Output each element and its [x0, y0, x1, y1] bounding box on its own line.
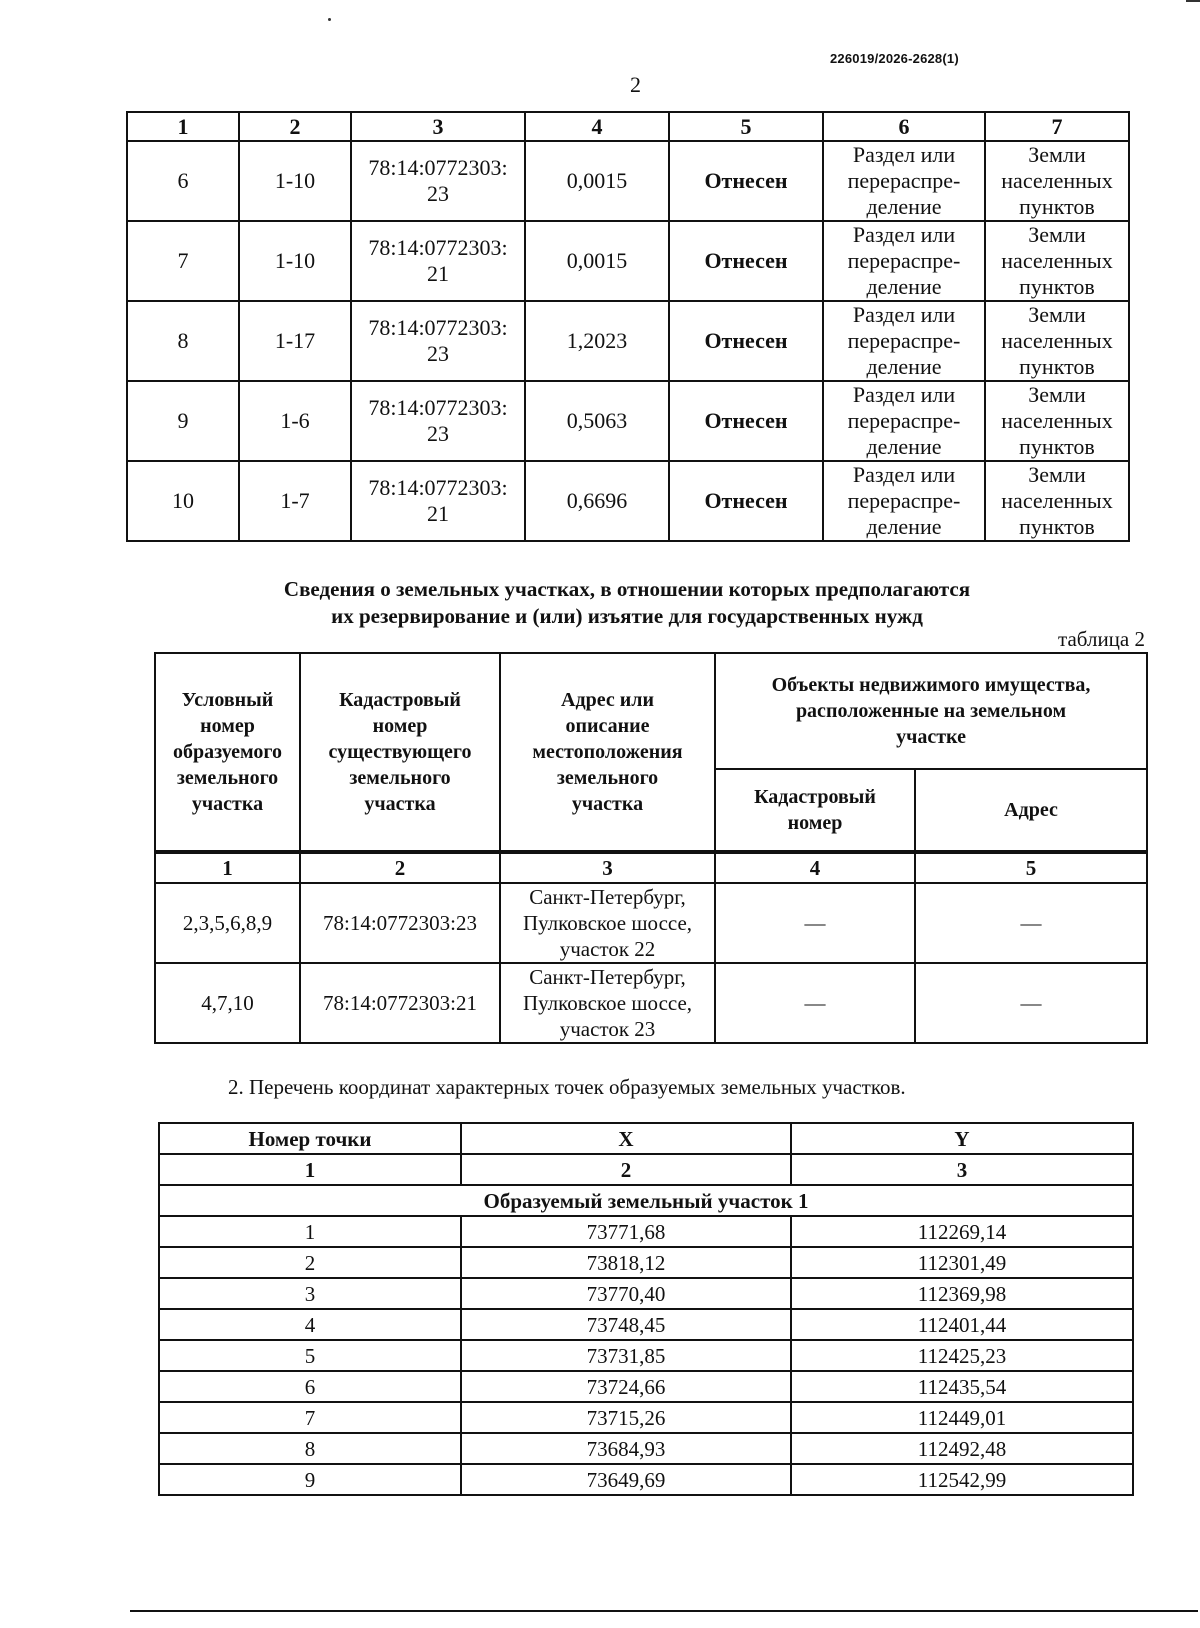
- section-title: [126, 576, 1128, 630]
- land-category-line: Земли: [1028, 462, 1086, 487]
- coord-x: 73724,66: [461, 1371, 791, 1402]
- header-real-estate-objects-line: Объекты недвижимого имущества,: [771, 674, 1091, 696]
- land-category: [985, 221, 1129, 301]
- plot-address-line: участок 23: [559, 1017, 656, 1041]
- column-numbers-row: [155, 852, 1147, 883]
- header-x: X: [461, 1123, 791, 1154]
- cadastral-number: 78:14:0772303:23: [300, 883, 500, 963]
- land-category-line: пунктов: [1019, 514, 1095, 539]
- point-number: 6: [159, 1371, 461, 1402]
- table-plots-continued: [126, 111, 1130, 542]
- plot-address-line: Пулковское шоссе,: [522, 911, 693, 935]
- row-number: 8: [127, 301, 239, 381]
- formation-method-line: деление: [866, 194, 942, 219]
- area-value: 0,6696: [525, 461, 669, 541]
- plot-address-line: участок 22: [559, 937, 656, 961]
- coord-y: 112401,44: [791, 1309, 1133, 1340]
- cadastral-number: [351, 141, 525, 221]
- header-cadastral-number-line: номер: [372, 715, 428, 737]
- plot-address: [500, 883, 715, 963]
- cadastral-number: [351, 221, 525, 301]
- formation-method-line: деление: [866, 274, 942, 299]
- object-address: —: [915, 963, 1147, 1043]
- plot-numbers: 4,7,10: [155, 963, 300, 1043]
- cadastral-number-line: 23: [427, 341, 449, 366]
- land-category-line: пунктов: [1019, 354, 1095, 379]
- coord-x: 73770,40: [461, 1278, 791, 1309]
- header-cadastral-number-line: Кадастровый: [339, 689, 461, 711]
- object-address: —: [915, 883, 1147, 963]
- land-category: [985, 461, 1129, 541]
- cadastral-number: 78:14:0772303:21: [300, 963, 500, 1043]
- coord-y: 112369,98: [791, 1278, 1133, 1309]
- table-row: [127, 461, 1129, 541]
- header-address-line: местоположения: [532, 741, 683, 763]
- coord-y: 112435,54: [791, 1371, 1133, 1402]
- scan-corner-mark: [1186, 0, 1200, 10]
- area-value: 0,0015: [525, 221, 669, 301]
- formation-method-line: Раздел или: [852, 462, 956, 487]
- header-plot-number: [155, 653, 300, 852]
- cadastral-number-line: 78:14:0772303:: [368, 395, 508, 420]
- row-number: 10: [127, 461, 239, 541]
- object-cadastral: —: [715, 883, 915, 963]
- formation-method: [823, 221, 985, 301]
- header-object-cadastral-line: Кадастровый: [754, 786, 876, 808]
- table-row: [127, 381, 1129, 461]
- section-title-line: Сведения о земельных участках, в отношении которых предполагаются: [283, 577, 971, 601]
- coordinates-list-heading: 2. Перечень координат характерных точек образуемых земельных участков.: [228, 1075, 906, 1099]
- header-real-estate-objects-line: участке: [896, 726, 966, 748]
- cadastral-number-line: 78:14:0772303:: [368, 155, 508, 180]
- header-cadastral-number-line: участка: [364, 793, 436, 815]
- column-number: 5: [669, 112, 823, 141]
- point-range: 1-17: [239, 301, 351, 381]
- row-number: 6: [127, 141, 239, 221]
- header-plot-number-line: участка: [191, 793, 264, 815]
- column-number: 4: [525, 112, 669, 141]
- table-row: [155, 883, 1147, 963]
- object-cadastral: —: [715, 963, 915, 1043]
- page-number: 2: [630, 72, 641, 97]
- header-plot-number-line: образуемого: [173, 741, 282, 763]
- land-category: [985, 141, 1129, 221]
- status-value: Отнесен: [669, 381, 823, 461]
- column-number: 3: [351, 112, 525, 141]
- header-address-line: описание: [565, 715, 650, 737]
- column-numbers-row: [159, 1154, 1133, 1185]
- coord-x: 73649,69: [461, 1464, 791, 1495]
- column-number: 1: [127, 112, 239, 141]
- page-bottom-rule: [130, 1610, 1198, 1612]
- coord-x: 73731,85: [461, 1340, 791, 1371]
- column-number: 7: [985, 112, 1129, 141]
- cadastral-number-line: 78:14:0772303:: [368, 315, 508, 340]
- header-address: [500, 653, 715, 852]
- formation-method-line: Раздел или: [852, 302, 956, 327]
- plot-numbers: 2,3,5,6,8,9: [155, 883, 300, 963]
- coord-y: 112269,14: [791, 1216, 1133, 1247]
- cadastral-number: [351, 381, 525, 461]
- point-range: 1-10: [239, 141, 351, 221]
- column-number: 3: [791, 1154, 1133, 1185]
- section-title-line: их резервирование и (или) изъятие для государственных нужд: [331, 604, 923, 628]
- coord-x: 73684,93: [461, 1433, 791, 1464]
- formation-method-line: перераспре-: [847, 408, 961, 433]
- table-row: [127, 301, 1129, 381]
- header-real-estate-objects: [715, 653, 1147, 769]
- land-category: [985, 301, 1129, 381]
- coord-y: 112492,48: [791, 1433, 1133, 1464]
- formation-method-line: перераспре-: [847, 488, 961, 513]
- formation-method-line: деление: [866, 434, 942, 459]
- formation-method: [823, 461, 985, 541]
- land-category-line: населенных: [1001, 248, 1113, 273]
- header-address-line: Адрес или: [561, 689, 654, 711]
- point-number: 1: [159, 1216, 461, 1247]
- plot-address-line: Пулковское шоссе,: [522, 991, 693, 1015]
- land-category-line: населенных: [1001, 488, 1113, 513]
- table-coordinates: [158, 1122, 1134, 1496]
- header-object-cadastral-line: номер: [787, 812, 843, 834]
- table-row: [159, 1247, 1133, 1278]
- formation-method: [823, 381, 985, 461]
- table-row: [127, 221, 1129, 301]
- point-number: 5: [159, 1340, 461, 1371]
- cadastral-number-line: 23: [427, 181, 449, 206]
- area-value: 0,0015: [525, 141, 669, 221]
- formation-method-line: Раздел или: [852, 382, 956, 407]
- point-number: 2: [159, 1247, 461, 1278]
- land-category-line: Земли: [1028, 142, 1086, 167]
- point-number: 3: [159, 1278, 461, 1309]
- table-header-row: [127, 112, 1129, 141]
- point-number: 9: [159, 1464, 461, 1495]
- table-row: [159, 1309, 1133, 1340]
- header-plot-number-line: земельного: [176, 767, 279, 789]
- area-value: 0,5063: [525, 381, 669, 461]
- land-category-line: пунктов: [1019, 434, 1095, 459]
- header-plot-number-line: номер: [200, 715, 255, 737]
- plot-address-line: Санкт-Петербург,: [529, 885, 686, 909]
- column-number: 1: [155, 852, 300, 883]
- formation-method-line: перераспре-: [847, 168, 961, 193]
- formation-method-line: перераспре-: [847, 248, 961, 273]
- column-number: 2: [239, 112, 351, 141]
- table-row: [155, 963, 1147, 1043]
- coord-y: 112542,99: [791, 1464, 1133, 1495]
- status-value: Отнесен: [669, 141, 823, 221]
- land-category-line: Земли: [1028, 382, 1086, 407]
- cadastral-number: [351, 301, 525, 381]
- cadastral-number-line: 21: [427, 501, 449, 526]
- plot-address: [500, 963, 715, 1043]
- point-range: 1-10: [239, 221, 351, 301]
- land-category: [985, 381, 1129, 461]
- column-number: 3: [500, 852, 715, 883]
- point-number: 8: [159, 1433, 461, 1464]
- coord-y: 112449,01: [791, 1402, 1133, 1433]
- table-row: [159, 1278, 1133, 1309]
- column-number: 6: [823, 112, 985, 141]
- table-row: [159, 1216, 1133, 1247]
- status-value: Отнесен: [669, 221, 823, 301]
- table-row: [127, 141, 1129, 221]
- cadastral-number-line: 78:14:0772303:: [368, 235, 508, 260]
- section-row: [159, 1185, 1133, 1216]
- column-number: 4: [715, 852, 915, 883]
- coord-y: 112425,23: [791, 1340, 1133, 1371]
- point-number: 7: [159, 1402, 461, 1433]
- header-cadastral-number: [300, 653, 500, 852]
- land-category-line: Земли: [1028, 222, 1086, 247]
- land-category-line: пунктов: [1019, 274, 1095, 299]
- header-plot-number-line: Условный: [181, 689, 274, 711]
- table-row: [159, 1464, 1133, 1495]
- land-category-line: Земли: [1028, 302, 1086, 327]
- table-row: [159, 1402, 1133, 1433]
- row-number: 7: [127, 221, 239, 301]
- land-category-line: населенных: [1001, 328, 1113, 353]
- coord-x: 73748,45: [461, 1309, 791, 1340]
- status-value: Отнесен: [669, 461, 823, 541]
- header-object-address: Адрес: [915, 769, 1147, 852]
- header-address-line: участка: [571, 793, 644, 815]
- table-label: таблица 2: [1058, 627, 1145, 651]
- cadastral-number-line: 23: [427, 421, 449, 446]
- table-header-row: [155, 653, 1147, 769]
- column-number: 5: [915, 852, 1147, 883]
- status-value: Отнесен: [669, 301, 823, 381]
- header-y: Y: [791, 1123, 1133, 1154]
- formation-method: [823, 141, 985, 221]
- column-number: 1: [159, 1154, 461, 1185]
- header-cadastral-number-line: земельного: [349, 767, 451, 789]
- coord-x: 73818,12: [461, 1247, 791, 1278]
- scan-speck: [328, 18, 331, 21]
- cadastral-number-line: 21: [427, 261, 449, 286]
- cadastral-number-line: 78:14:0772303:: [368, 475, 508, 500]
- formation-method-line: деление: [866, 354, 942, 379]
- cadastral-number: [351, 461, 525, 541]
- formation-method-line: перераспре-: [847, 328, 961, 353]
- header-object-cadastral: [715, 769, 915, 852]
- coord-y: 112301,49: [791, 1247, 1133, 1278]
- formation-method: [823, 301, 985, 381]
- document-number: 226019/2026-2628(1): [830, 51, 959, 66]
- formation-method-line: деление: [866, 514, 942, 539]
- land-category-line: населенных: [1001, 408, 1113, 433]
- point-range: 1-7: [239, 461, 351, 541]
- column-number: 2: [461, 1154, 791, 1185]
- header-point-number: Номер точки: [159, 1123, 461, 1154]
- coord-x: 73771,68: [461, 1216, 791, 1247]
- header-address-line: земельного: [556, 767, 659, 789]
- table-reserved-plots: [154, 652, 1148, 1044]
- area-value: 1,2023: [525, 301, 669, 381]
- land-category-line: населенных: [1001, 168, 1113, 193]
- coord-x: 73715,26: [461, 1402, 791, 1433]
- table-row: [159, 1371, 1133, 1402]
- plot-address-line: Санкт-Петербург,: [529, 965, 686, 989]
- table-header-row: [159, 1123, 1133, 1154]
- header-cadastral-number-line: существующего: [328, 741, 472, 763]
- point-range: 1-6: [239, 381, 351, 461]
- land-category-line: пунктов: [1019, 194, 1095, 219]
- table-row: [159, 1340, 1133, 1371]
- row-number: 9: [127, 381, 239, 461]
- header-real-estate-objects-line: расположенные на земельном: [795, 700, 1067, 722]
- point-number: 4: [159, 1309, 461, 1340]
- formation-method-line: Раздел или: [852, 222, 956, 247]
- table-row: [159, 1433, 1133, 1464]
- column-number: 2: [300, 852, 500, 883]
- plot-section-title: Образуемый земельный участок 1: [159, 1185, 1133, 1216]
- formation-method-line: Раздел или: [852, 142, 956, 167]
